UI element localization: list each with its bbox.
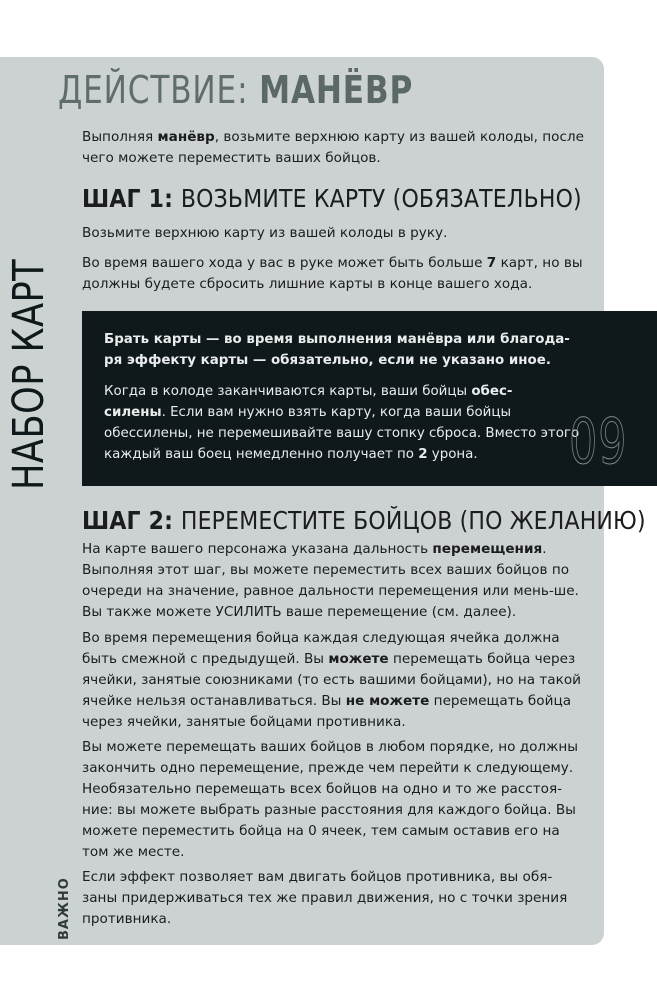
step1-paragraph-1: Возьмите верхнюю карту из вашей колоды в руку. bbox=[82, 225, 448, 241]
info-band bbox=[82, 311, 657, 486]
step1-heading: ШАГ 1: ВОЗЬМИТЕ КАРТУ (ОБЯЗАТЕЛЬНО) bbox=[82, 184, 582, 213]
step1-paragraph-2: Во время вашего хода у вас в руке может быть больше 7 карт, но вы должны будете сбросить лишние карты в конце вашего хода. bbox=[82, 255, 583, 292]
step2-paragraph-3: Вы можете перемещать ваших бойцов в любом порядке, но должны закончить одно перемещение, прежде чем перейти к следующему. Необязательно перемещать всех бойцов на одно и то же расстоя-ние: вы можете выбрать разные расстояния для каждого бойца. Вы можете переместить бойца на 0 ячеек, тем самым оставив его на том же месте. bbox=[82, 739, 578, 860]
section-number: 09 bbox=[569, 405, 628, 478]
step2-paragraph-1: На карте вашего персонажа указана дальность перемещения. Выполняя этот шаг, вы можете переместить всех ваших бойцов по очереди на значение, равное дальности перемещения или мень-ше. Вы также можете УСИЛИТЬ ваше перемещение (см. далее). bbox=[82, 541, 579, 620]
step2-paragraph-2: Во время перемещения бойца каждая следующая ячейка должна быть смежной с предыдущей. Вы можете перемещать бойца через ячейки, занятые союзниками (то есть вашими бойцами), но на такой ячейке нельзя останавливаться. Вы не можете перемещать бойца через ячейки, занятые бойцами противника. bbox=[82, 630, 581, 730]
page-title: ДЕЙСТВИЕ: МАНЁВР bbox=[58, 68, 414, 112]
intro-text: Выполняя манёвр, возьмите верхнюю карту из вашей колоды, после чего можете переместить ваших бойцов. bbox=[82, 129, 584, 166]
section-side-title: НАБОР КАРТ bbox=[4, 258, 54, 490]
band-paragraph-2: Когда в колоде заканчиваются карты, ваши бойцы обес- силены. Если вам нужно взять карту, когда ваши бойцы обессилены, не перемешивайте вашу стопку сброса. Вместо этого каждый ваш боец немедленно получает по 2 урона. bbox=[104, 384, 580, 462]
band-paragraph-1: Брать карты — во время выполнения манёвра или благода- ря эффекту карты — обязательно, если не указано иное. bbox=[104, 332, 570, 368]
step2-paragraph-4: Если эффект позволяет вам двигать бойцов противника, вы обя-заны придерживаться тех же правил движения, но с точки зрения противника. bbox=[82, 869, 568, 927]
important-label: ВАЖНО bbox=[57, 877, 72, 940]
step2-heading: ШАГ 2: ПЕРЕМЕСТИТЕ БОЙЦОВ (ПО ЖЕЛАНИЮ) bbox=[82, 506, 646, 535]
